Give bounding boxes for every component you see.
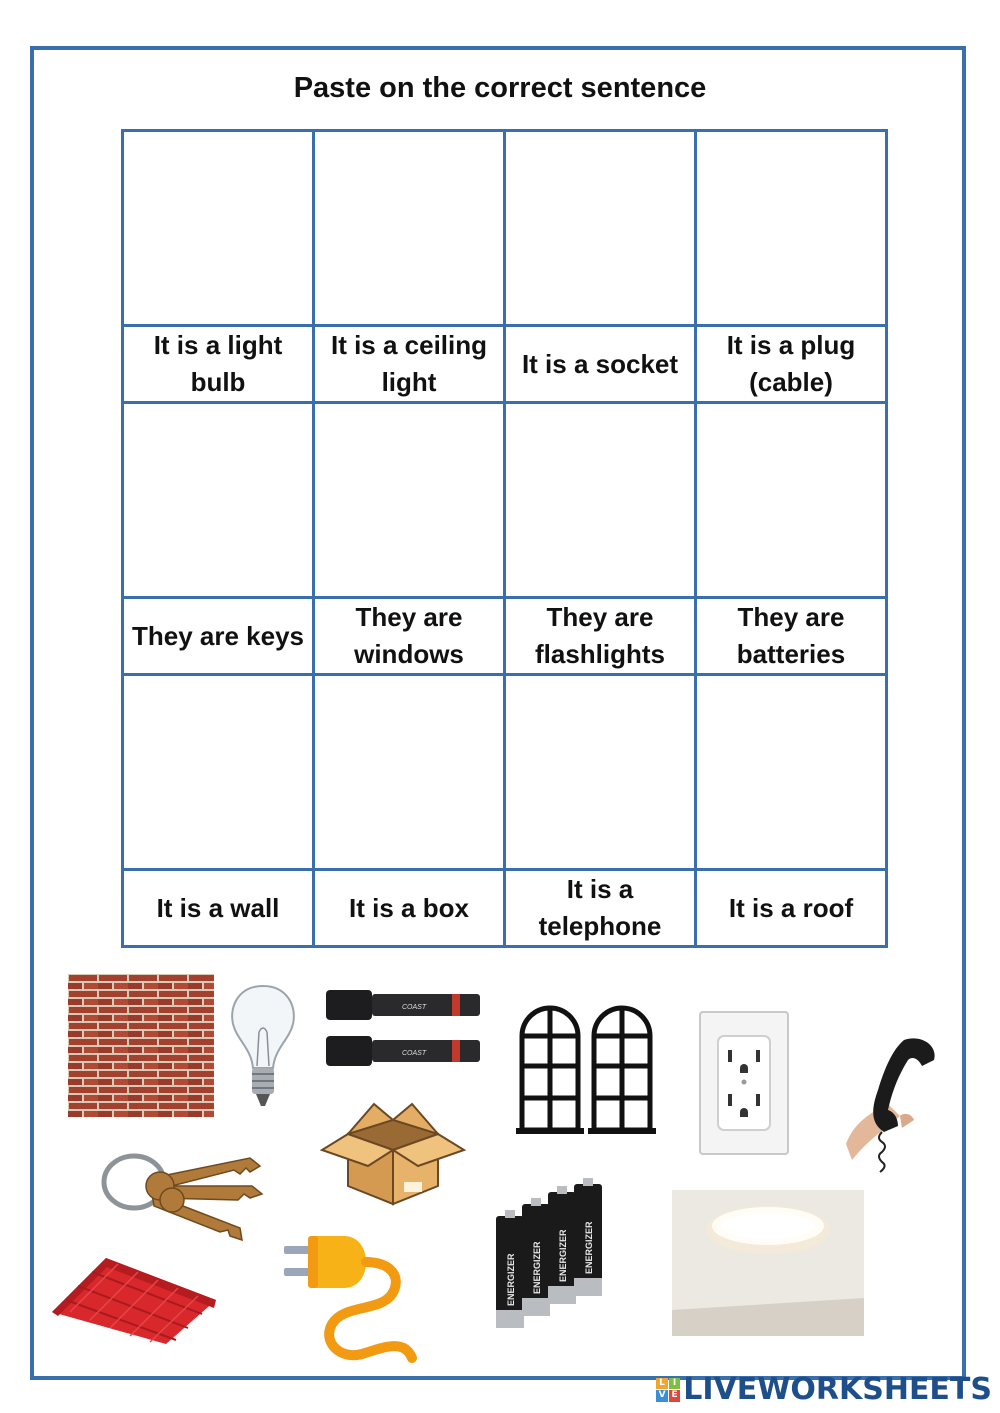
- drop-zone[interactable]: [696, 675, 887, 870]
- drop-zone[interactable]: [505, 403, 696, 598]
- worksheet-title: Paste on the correct sentence: [293, 72, 707, 104]
- telephone-image[interactable]: [842, 1032, 942, 1174]
- plug-image[interactable]: [282, 1232, 426, 1368]
- ceiling-light-image[interactable]: [672, 1190, 864, 1336]
- drop-zone[interactable]: [696, 403, 887, 598]
- drop-zone[interactable]: [696, 131, 887, 326]
- battery-brand-label: ENERGIZER: [584, 1221, 594, 1274]
- sentence-label: They are batteries: [696, 598, 887, 675]
- sentence-label: It is a plug (cable): [696, 326, 887, 403]
- brick-wall-image[interactable]: [68, 974, 214, 1117]
- light-bulb-image[interactable]: [225, 982, 301, 1114]
- sentence-label: They are flashlights: [505, 598, 696, 675]
- sentence-label: It is a wall: [123, 870, 314, 947]
- sentence-label: It is a telephone: [505, 870, 696, 947]
- windows-image[interactable]: [516, 1000, 656, 1136]
- sentence-label: It is a box: [314, 870, 505, 947]
- flashlights-image[interactable]: [324, 984, 484, 1074]
- roof-image[interactable]: [48, 1250, 218, 1346]
- socket-image[interactable]: [698, 1010, 790, 1156]
- sentence-label: They are keys: [123, 598, 314, 675]
- liveworksheets-logo-icon: L I V E: [656, 1378, 680, 1402]
- liveworksheets-brand: [656, 1372, 992, 1407]
- keys-image[interactable]: [100, 1138, 268, 1246]
- battery-brand-label: ENERGIZER: [506, 1253, 516, 1306]
- drop-zone[interactable]: [314, 131, 505, 326]
- liveworksheets-wordmark: LIVEWORKSHEETS: [683, 1372, 992, 1407]
- sentence-label: They are windows: [314, 598, 505, 675]
- drop-zone[interactable]: [123, 403, 314, 598]
- battery-brand-label: ENERGIZER: [558, 1229, 568, 1282]
- drop-zone[interactable]: [505, 131, 696, 326]
- battery-brand-label: ENERGIZER: [532, 1241, 542, 1294]
- drop-zone[interactable]: [505, 675, 696, 870]
- drop-zone[interactable]: [123, 675, 314, 870]
- box-image[interactable]: [318, 1100, 468, 1206]
- flashlight-brand-label: COAST: [402, 1050, 427, 1057]
- batteries-image[interactable]: [492, 1178, 606, 1330]
- sentence-label: It is a light bulb: [123, 326, 314, 403]
- drop-zone[interactable]: [314, 675, 505, 870]
- sentence-label: It is a socket: [505, 326, 696, 403]
- answer-grid: [121, 129, 888, 948]
- sentence-label: It is a roof: [696, 870, 887, 947]
- drop-zone[interactable]: [314, 403, 505, 598]
- sentence-label: It is a ceiling light: [314, 326, 505, 403]
- drop-zone[interactable]: [123, 131, 314, 326]
- flashlight-brand-label: COAST: [402, 1004, 427, 1011]
